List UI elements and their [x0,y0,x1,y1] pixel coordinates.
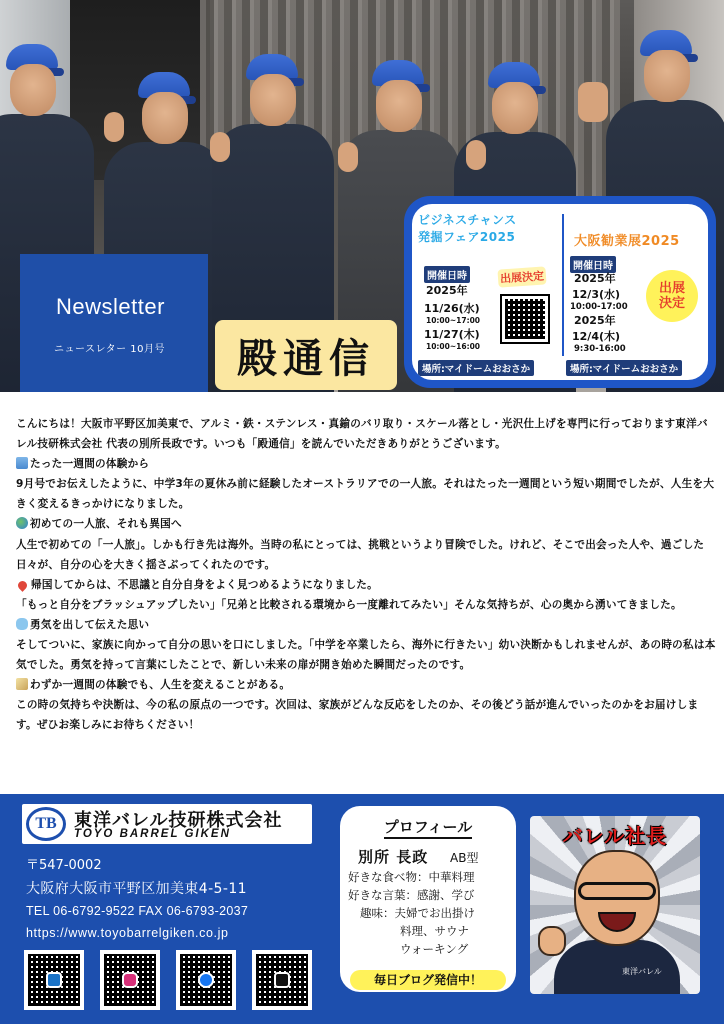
event-2-status-badge: 出展 決定 [646,270,698,322]
profile-hobby-2: 料理、サウナ [400,924,469,938]
article-section-body: 人生で初めての「一人旅」。しかも行き先は海外。当時の私にとっては、挑戦というより冒険でした。けれど、そこで出会った人や、過ごした日々が、自分の心を大きく揺さぶってくれたのです。 [16,538,705,571]
article-intro: こんにちは！大阪市平野区加美東で、アルミ・鉄・ステンレス・真鍮のバリ取り・スケール落とし・光沢仕上げを専門に行っております東洋バレル技研株式会社 代表の別所長政です。いつも「殿通信」を読んでいただきありがとうございます。 [16,418,708,451]
article-section-body: 9月号でお伝えしたように、中学3年の夏休み前に経験したオーストラリアでの一人旅。それはたった一週間という短い期間でしたが、人生を大きく変えるきっかけになりました。 [16,478,715,511]
event-card [404,196,716,388]
instagram-qr-code[interactable] [100,950,160,1010]
company-logo-mark: TB [26,807,66,841]
line-icon [46,972,62,988]
facebook-qr-code[interactable] [176,950,236,1010]
article-section-heading: 帰国してからは、不思議と自分自身をよく見つめるようになりました。 [16,575,716,595]
article-section-body: そしてついに、家族に向かって自分の思いを口にしました。「中学を卒業したら、海外に行きたい」幼い決断かもしれませんが、あの時の私は本気でした。勇気を持って言葉にしたことで、新しい未来の扉が開き始めた瞬間だったのです。 [16,639,716,672]
event-2-day1: 12/3(水) [572,288,621,301]
memo-icon [16,678,28,690]
event-1-status: 出展決定 [497,266,546,287]
article-section-heading: 勇気を出して伝えた思い [16,615,716,635]
event-1 [412,204,562,380]
article-section-body: 「もっと自分をブラッシュアップしたい」「兄弟と比較される環境から一度離れてみたい」そんな気持ちが、心の奥から湧いてきました。 [16,598,682,611]
article-section-heading: わずか一週間の体験でも、人生を変えることがある。 [16,675,716,695]
mascot-glasses [578,882,656,900]
event-1-day1: 11/26(水) [424,302,480,315]
newsletter-label-box [20,254,208,392]
blog-badge: 毎日ブログ発信中！ [350,970,506,990]
mascot-illustration [530,816,700,994]
company-name-ja: 東洋バレル技研株式会社 [74,810,283,831]
article-section-heading: たった一週間の体験から [16,454,716,474]
profile-name: 別所 長政 [358,848,429,866]
mascot-fist [538,926,566,956]
company-logo [22,804,312,844]
event-2-day1-time: 10:00-17:00 [570,302,628,312]
pin-icon [16,579,29,592]
publication-title-badge [215,320,397,390]
profile-hobby-3: ウォーキング [400,942,469,956]
company-website-link[interactable]: https://www.toyobarrelgiken.co.jp [26,926,229,940]
event-2-year1: 2025年 [574,272,616,285]
article-body [16,414,716,736]
event-2 [564,204,708,380]
article-section-body: この時の気持ちや決断は、今の私の原点の一つです。次回は、家族がどんな反応をしたのか、その後どう話が進んでいったのかをお届けします。ぜひお楽しみにお待ちください！ [16,699,699,732]
profile-blood-type: AB型 [450,851,479,865]
event-2-day2-time: 9:30-16:00 [574,344,626,354]
event-1-qr-code[interactable] [502,296,548,342]
event-1-day2: 11/27(木) [424,328,480,341]
company-name-en: TOYO BARREL GIKEN [74,828,231,840]
social-qr-codes [24,950,314,1012]
facebook-icon [198,972,214,988]
publication-name: 殿通信 [237,334,375,382]
event-2-year2: 2025年 [574,314,616,327]
profile-title: プロフィール [340,816,516,837]
event-1-year: 2025年 [426,284,468,297]
instagram-icon [122,972,138,988]
tiktok-icon [274,972,290,988]
company-address: 大阪府大阪市平野区加美東4-5-11 [26,881,247,897]
line-qr-code[interactable] [24,950,84,1010]
mascot-banner: バレル社長 [562,824,668,848]
event-2-name: 大阪勧業展2025 [574,234,680,249]
event-1-name: ビジネスチャンス 発掘フェア2025 [418,213,517,244]
mascot-shirt-text: 東洋バレル [622,967,662,976]
event-2-venue: 場所:マイドームおおさか [566,360,682,376]
profile-hobby-1: 趣味：夫婦でお出掛け [360,906,475,920]
speech-bubble-icon [16,618,28,630]
profile-favorite-words: 好きな言葉：感謝、学び [348,888,475,902]
train-icon [16,457,28,469]
globe-icon [16,517,28,529]
event-2-date-label: 開催日時 [570,256,616,273]
event-1-date-label: 開催日時 [424,266,470,283]
event-1-day1-time: 10:00~17:00 [426,316,481,325]
tiktok-qr-code[interactable] [252,950,312,1010]
article-section-heading: 初めての一人旅、それも異国へ [16,514,716,534]
company-postal-code: 〒547-0002 [26,858,102,873]
profile-favorite-food: 好きな食べ物：中華料理 [348,870,475,884]
company-tel-fax: TEL 06-6792-9522 FAX 06-6793-2037 [26,904,249,918]
profile-card [340,806,516,992]
event-1-day2-time: 10:00~16:00 [426,342,481,351]
newsletter-subtitle: ニュースレター 10月号 [54,344,166,355]
event-1-venue: 場所:マイドームおおさか [418,360,534,376]
newsletter-title: Newsletter [56,294,165,319]
event-2-day2: 12/4(木) [572,330,621,343]
